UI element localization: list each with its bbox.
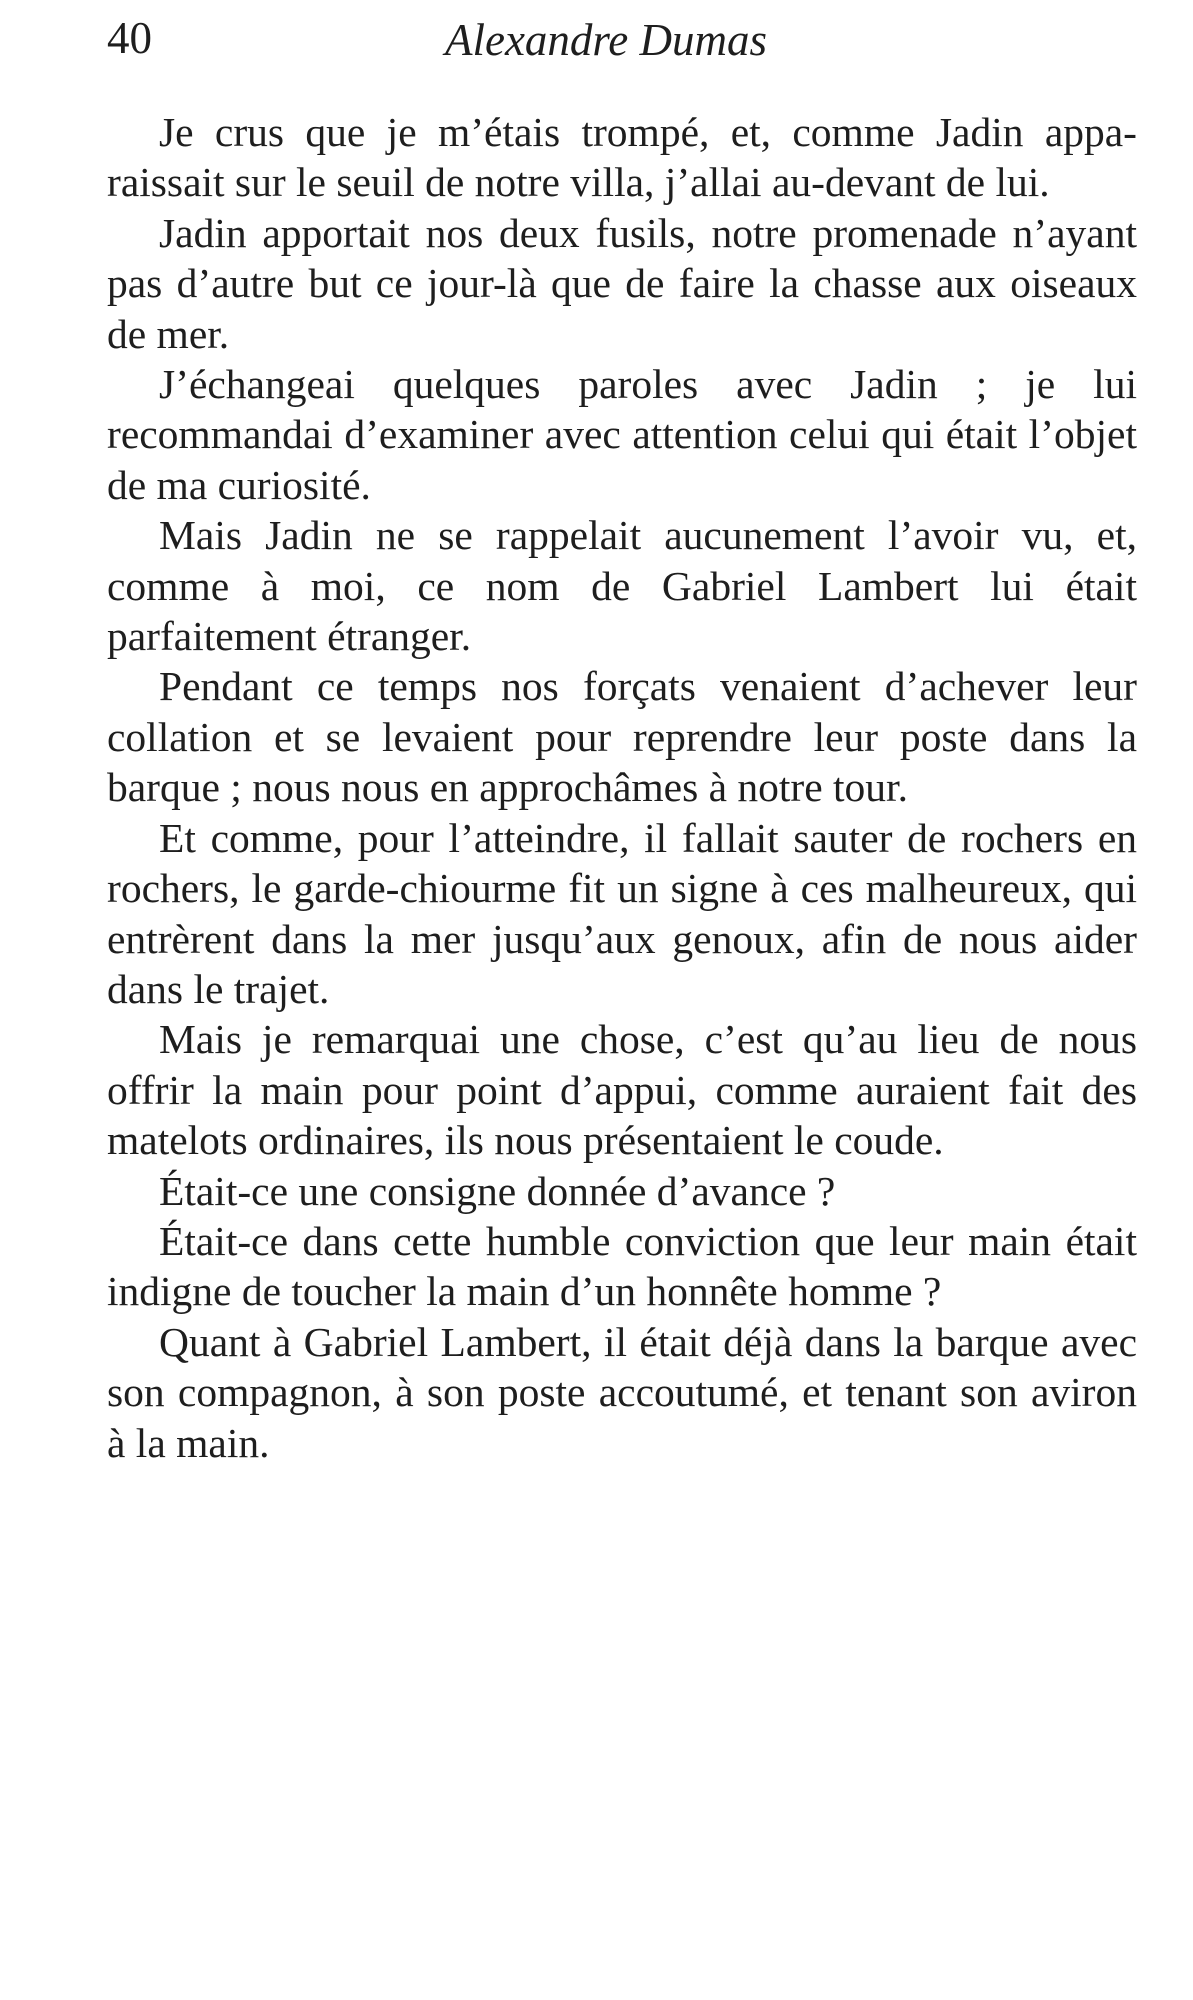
paragraph: Mais je remarquai une chose, c’est qu’au lieu de nous offrir la main pour point d’appui, comme auraient fait des matelots ordinaires, ils nous présentaient le coude. [107,1016,1137,1164]
paragraph: Et comme, pour l’atteindre, il fallait sauter de rochers en rochers, le garde-chiourme fit un signe à ces malheureux, qui entrèrent dans la mer jusqu’aux genoux, afin de nous aider dans le trajet. [107,814,1137,1012]
paragraph: Pendant ce temps nos forçats venaient d’achever leur collation et se levaient pour reprendre leur poste dans la barque ; nous nous en approchâmes à notre tour. [107,663,1137,811]
paragraph: Jadin apportait nos deux fusils, notre promenade n’ayant pas d’autre but ce jour-là que de faire la chasse aux oiseaux de mer. [107,209,1137,357]
paragraph: Était-ce dans cette humble conviction que leur main était indigne de toucher la main d’un honnête homme ? [107,1217,1137,1315]
paragraph: Quant à Gabriel Lambert, il était déjà dans la barque avec son compagnon, à son poste accoutumé, et tenant son aviron à la main. [107,1318,1137,1466]
page-number: 40 [107,13,152,63]
body-text [107,107,1137,1468]
paragraph: J’échangeai quelques paroles avec Jadin ; je lui recommandai d’examiner avec attention celui qui était l’objet de ma curiosité. [107,361,1137,508]
paragraph: Mais Jadin ne se rappelait aucunement l’avoir vu, et, comme à moi, ce nom de Gabriel Lambert lui était parfaitement étranger. [107,512,1137,660]
paragraph: Je crus que je m’étais trompé, et, comme Jadin apparaissait sur le seuil de notre villa, j’allai au-devant de lui. [107,109,1137,206]
paragraph: Était-ce une consigne donnée d’avance ? [159,1167,836,1214]
running-title: Alexandre Dumas [445,15,768,65]
